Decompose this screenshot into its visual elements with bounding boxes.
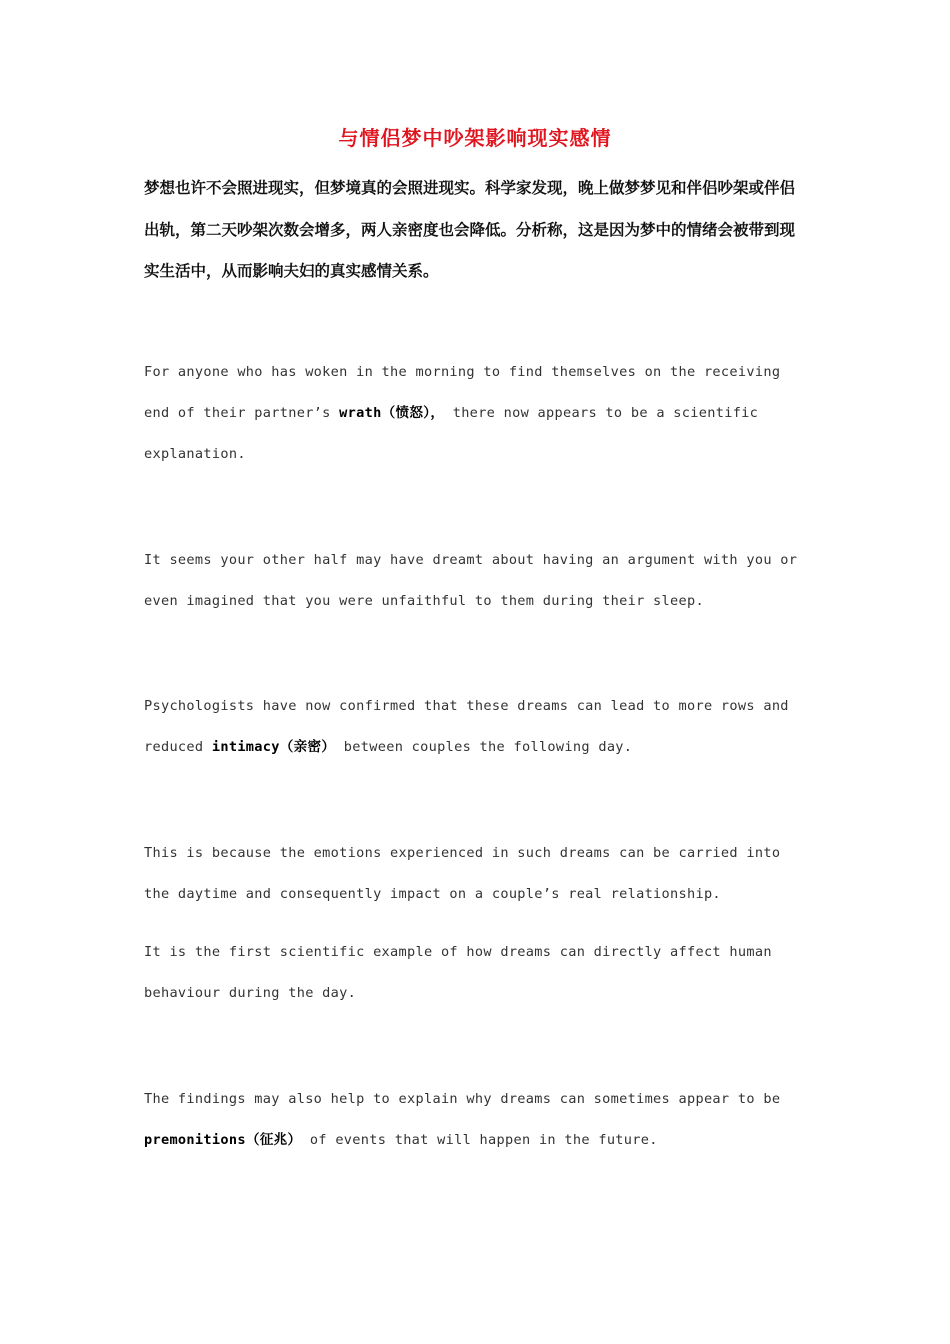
chinese-intro-paragraph: 梦想也许不会照进现实，但梦境真的会照进现实。科学家发现，晚上做梦梦见和伴侣吵架或伴侣出轨，第二天吵架次数会增多，两人亲密度也会降低。分析称，这是因为梦中的情绪会被带到现实生活中，从而影响夫妇的真实感情关系。	[144, 179, 796, 280]
paragraph-6-text-after: of events that will happen in the future.	[301, 1132, 658, 1148]
paragraph-1	[144, 352, 812, 475]
vocab-gloss-premonitions: （征兆）	[245, 1132, 302, 1148]
vocab-keyword-intimacy: intimacy	[211, 739, 280, 755]
paragraph-6-text-before: The findings may also help to explain why dreams can sometimes appear to be	[144, 1091, 781, 1107]
paragraph-4: This is because the emotions experienced in such dreams can be carried into the daytime and consequently impact on a couple’s real relationship.	[144, 845, 781, 902]
paragraph-3-text-after: between couples the following day.	[335, 739, 633, 755]
vocab-gloss-wrath: （愤怒），	[381, 405, 445, 421]
paragraph-3-text-before: Psychologists have now confirmed that these dreams can lead to more rows and reduced	[144, 698, 789, 755]
vocab-keyword-premonitions: premonitions	[144, 1132, 246, 1148]
vocab-keyword-wrath: wrath	[339, 405, 382, 421]
paragraph-5: It is the first scientific example of how dreams can directly affect human behaviour during the day.	[144, 944, 772, 1001]
paragraph-3	[144, 686, 812, 768]
vocab-gloss-intimacy: （亲密）	[279, 739, 336, 755]
paragraph-1-text-before: For anyone who has woken in the morning to find themselves on the receiving end of their partner’s	[144, 364, 781, 421]
document-title: 与情侣梦中吵架影响现实感情	[338, 126, 612, 150]
paragraph-2: It seems your other half may have dreamt about having an argument with you or even imagined that you were unfaithful to them during their sleep.	[144, 552, 798, 609]
paragraph-1-text-after: there now appears to be a scientific explanation.	[144, 405, 759, 462]
paragraph-6	[144, 1079, 812, 1161]
